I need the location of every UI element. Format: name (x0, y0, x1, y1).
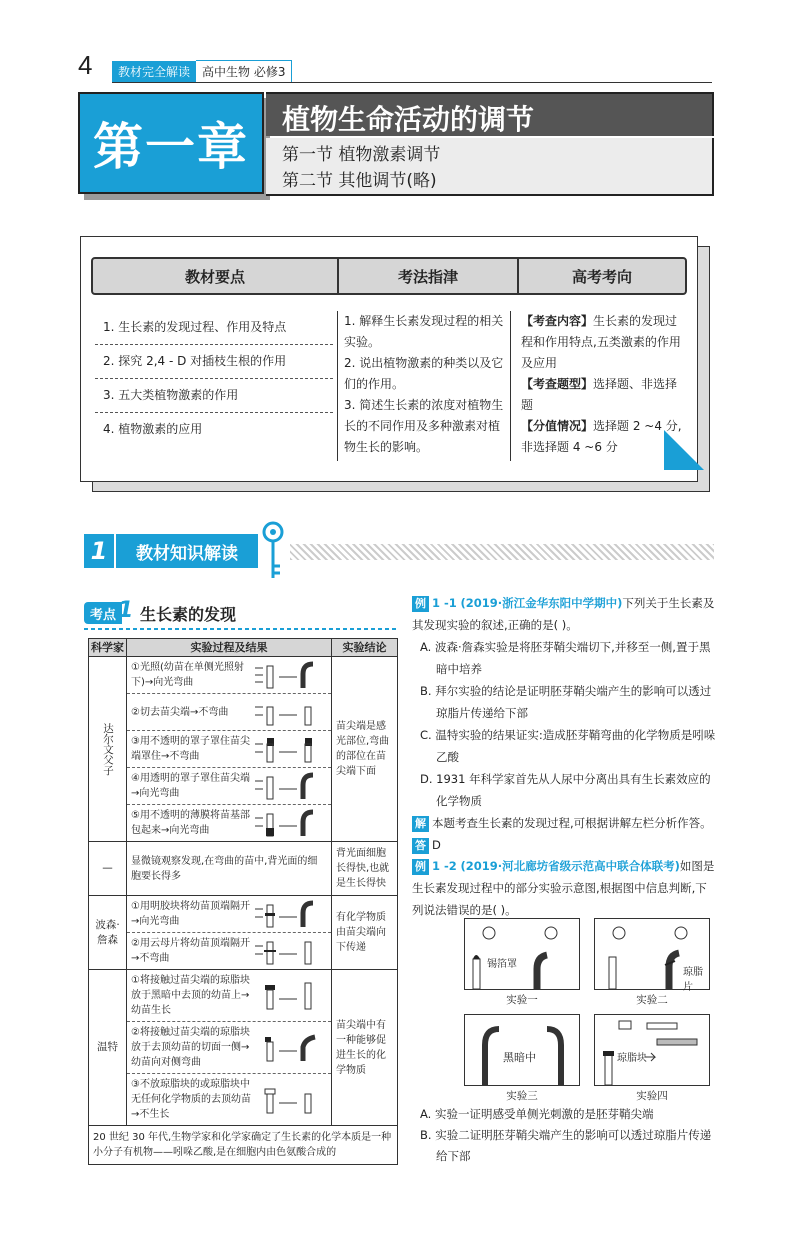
col-conclusion: 实验结论 (332, 639, 398, 657)
agar-transfer-figure (595, 1015, 711, 1087)
process-cell (127, 970, 332, 1126)
scientist-cell: 波森·詹森 (89, 896, 127, 970)
guide-trend (521, 311, 689, 374)
col-scientist: 科学家 (89, 639, 127, 657)
point-number: 1 (118, 598, 134, 623)
step-text: ②用云母片将幼苗顶端隔开→不弯曲 (131, 938, 250, 964)
seedling-cut-figure (253, 697, 327, 727)
figure-exp-2 (594, 918, 710, 993)
seedling-clear-cap-figure (253, 771, 327, 801)
point-rule (84, 628, 396, 630)
step-text: ③不放琼脂块的或琼脂块中无任何化学物质的去顶幼苗→不生长 (131, 1079, 251, 1120)
trend-label: 【考查内容】 (521, 314, 594, 328)
series-tag (112, 60, 292, 82)
example-tag: 例 (412, 859, 429, 875)
example-tag: 例 (412, 596, 429, 612)
example-1 (412, 592, 718, 856)
guide-trend (521, 374, 689, 416)
series-name: 教材完全解读 (112, 61, 196, 82)
section-item: 第一节 植物激素调节 (282, 145, 441, 165)
banner-stripe (290, 544, 714, 560)
step-text: ③用不透明的罩子罩住苗尖端罩住→不弯曲 (131, 736, 250, 762)
point-title: 生长素的发现 (140, 605, 237, 624)
guide-header-trends: 高考考向 (571, 267, 632, 286)
experiment-step (127, 768, 331, 805)
process-cell (127, 896, 332, 970)
guide-method: 1. 解释生长素发现过程的相关实验。 (344, 314, 504, 349)
option-c: C. 温特实验的结果证实:造成胚芽鞘弯曲的化学物质是吲哚乙酸 (420, 728, 716, 764)
option-b: B. 拜尔实验的结论是证明胚芽鞘尖端产生的影响可以透过琼脂片传递给下部 (420, 684, 712, 720)
step-text: ⑤用不透明的薄膜将苗基部包起来→向光弯曲 (131, 810, 250, 836)
dark-label: 黑暗中 (503, 1051, 536, 1064)
scientist-cell: 达尔文父子 (89, 657, 127, 842)
chapter-title: 植物生命活动的调节 (266, 92, 714, 136)
experiment-step (127, 731, 331, 768)
experiment-step (127, 694, 331, 731)
guide-point: 1. 生长素的发现过程、作用及特点 (95, 311, 333, 345)
trend-text: 生长素的发现过程和作用特点,五类激素的作用及应用 (521, 314, 681, 370)
experiment-step (127, 896, 331, 933)
guide-method: 3. 简述生长素的浓度对植物生长的不同作用及多种激素对植物生长的影响。 (344, 398, 504, 454)
step-text: ①将接触过苗尖端的琼脂块放于黑暗中去顶的幼苗上→幼苗生长 (131, 975, 250, 1016)
example-stem-text: 如图是生长素发现过程中的部分实验示意图,根据图中信息判断,下列说法错误的是( )。 (412, 859, 715, 917)
experiment-table (88, 638, 398, 1165)
example-2-options (412, 1104, 718, 1167)
table-row (89, 896, 398, 970)
trend-label: 【考查题型】 (521, 377, 594, 391)
guide-header-methods: 考法指津 (339, 259, 519, 293)
conclusion-cell: 有化学物质由苗尖端向下传递 (332, 896, 398, 970)
trend-text: 选择题、非选择题 (521, 377, 678, 412)
step-text: ④用透明的罩子罩住苗尖端→向光弯曲 (131, 773, 250, 799)
experiment-step (127, 1074, 331, 1125)
scientist-cell: — (89, 842, 127, 896)
example-2 (412, 855, 718, 921)
header-rule (112, 82, 712, 83)
caption-4: 实验四 (636, 1090, 668, 1102)
scientist-cell: 温特 (89, 970, 127, 1126)
option-d: D. 1931 年科学家首先从人尿中分离出具有生长素效应的化学物质 (420, 772, 711, 808)
guide-methods (337, 311, 511, 461)
process-cell: 显微镜观察发现,在弯曲的苗中,背光面的细胞要长得多 (127, 842, 332, 896)
table-note: 20 世纪 30 年代,生物学家和化学家确定了生长素的化学本质是一种小分子有机物——吲哚乙酸,是在细胞内由色氨酸合成的 (89, 1126, 398, 1165)
seedling-bend-figure (253, 660, 327, 690)
experiment-step (127, 657, 331, 694)
example-source: (2019·河北廊坊省级示范高中联合体联考) (460, 859, 680, 873)
page-number: 4 (78, 50, 93, 80)
guide-header (91, 257, 687, 295)
example-id: 1 -2 (432, 859, 457, 873)
experiment-step (127, 805, 331, 841)
step-text: ①用明胶块将幼苗顶端隔开→向光弯曲 (131, 901, 250, 927)
option-b: B. 实验二证明胚芽鞘尖端产生的影响可以透过琼脂片传递给下部 (420, 1128, 712, 1163)
point-tag: 考点 (84, 602, 122, 624)
chapter-label-box (78, 92, 264, 194)
caption-1: 实验一 (506, 994, 538, 1006)
caption-3: 实验三 (506, 1090, 538, 1102)
section-list (266, 138, 714, 196)
answer-text: D (432, 838, 441, 852)
trend-text: 选择题 2 ~4 分,非选择题 4 ~6 分 (521, 419, 682, 454)
experiment-step (127, 933, 331, 969)
seedling-base-wrap-figure (253, 808, 327, 838)
table-row (89, 657, 398, 842)
table-header-row (89, 639, 398, 657)
agar-side-figure (253, 1033, 327, 1063)
experiment-step (127, 1022, 331, 1074)
explain-tag: 解 (412, 816, 429, 832)
page-fold-corner (664, 430, 704, 470)
section-item: 第二节 其他调节(略) (282, 171, 437, 191)
seedling-cap-figure (253, 734, 327, 764)
knowledge-banner (84, 534, 714, 568)
example-id: 1 -1 (432, 596, 457, 610)
option-a: A. 实验一证明感受单侧光刺激的是胚芽鞘尖端 (420, 1107, 654, 1121)
conclusion-cell: 苗尖端中有一种能够促进生长的化学物质 (332, 970, 398, 1126)
explain-text: 本题考查生长素的发现过程,可根据讲解左栏分析作答。 (432, 816, 712, 830)
step-text: ②将接触过苗尖端的琼脂块放于去顶幼苗的切面一侧→幼苗向对侧弯曲 (131, 1027, 250, 1068)
foil-label: 锡箔罩 (487, 959, 517, 970)
chapter-label: 第一章 (93, 118, 249, 176)
figure-exp-3 (464, 1014, 580, 1086)
agar-block-label: 琼脂块 (617, 1053, 647, 1064)
caption-2: 实验二 (636, 994, 668, 1006)
mica-figure (253, 936, 327, 966)
conclusion-cell: 背光面细胞长得快,也就是生长得快 (332, 842, 398, 896)
example-stem-text: 下列关于生长素及其发现实验的叙述,正确的是( )。 (412, 596, 715, 632)
trend-label: 【分值情况】 (521, 419, 594, 433)
agar-sheet-label: 琼脂片 (683, 967, 703, 993)
experiment-step (127, 970, 331, 1022)
example-1-explain (412, 812, 718, 834)
guide-point: 4. 植物激素的应用 (103, 422, 203, 436)
table-row (89, 842, 398, 896)
guide-point: 3. 五大类植物激素的作用 (95, 379, 333, 413)
guide-points (95, 311, 333, 446)
guide-header-points: 教材要点 (93, 259, 339, 293)
example-1-stem (412, 592, 718, 636)
example-source: (2019·浙江金华东阳中学期中) (460, 596, 623, 610)
key-icon (260, 520, 286, 582)
conclusion-cell: 苗尖端是感光部位,弯曲的部位在苗尖端下面 (332, 657, 398, 842)
answer-tag: 答 (412, 838, 429, 854)
gelatin-figure (253, 899, 327, 929)
process-cell (127, 657, 332, 842)
study-guide (80, 236, 698, 482)
figure-exp-4 (594, 1014, 710, 1086)
guide-point: 2. 探究 2,4 - D 对插枝生根的作用 (95, 345, 333, 379)
figure-exp-1 (464, 918, 580, 990)
agar-blank-figure (253, 1085, 327, 1115)
knowledge-title: 教材知识解读 (116, 534, 258, 568)
agar-top-figure (253, 981, 327, 1011)
table-row (89, 970, 398, 1126)
step-text: ①光照(幼苗在单侧光照射下)→向光弯曲 (131, 662, 244, 688)
knowledge-number: 1 (84, 534, 114, 568)
table-row (89, 1126, 398, 1165)
col-process: 实验过程及结果 (127, 639, 332, 657)
example-1-answer (412, 834, 718, 856)
experiment-figures (464, 918, 710, 1124)
guide-method: 2. 说出植物激素的种类以及它们的作用。 (344, 356, 504, 391)
option-a: A. 波森·詹森实验是将胚芽鞘尖端切下,并移至一侧,置于黑暗中培养 (420, 640, 711, 676)
book-name: 高中生物 必修3 (196, 60, 292, 83)
step-text: ②切去苗尖端→不弯曲 (131, 706, 229, 718)
sun-icon (465, 919, 581, 991)
